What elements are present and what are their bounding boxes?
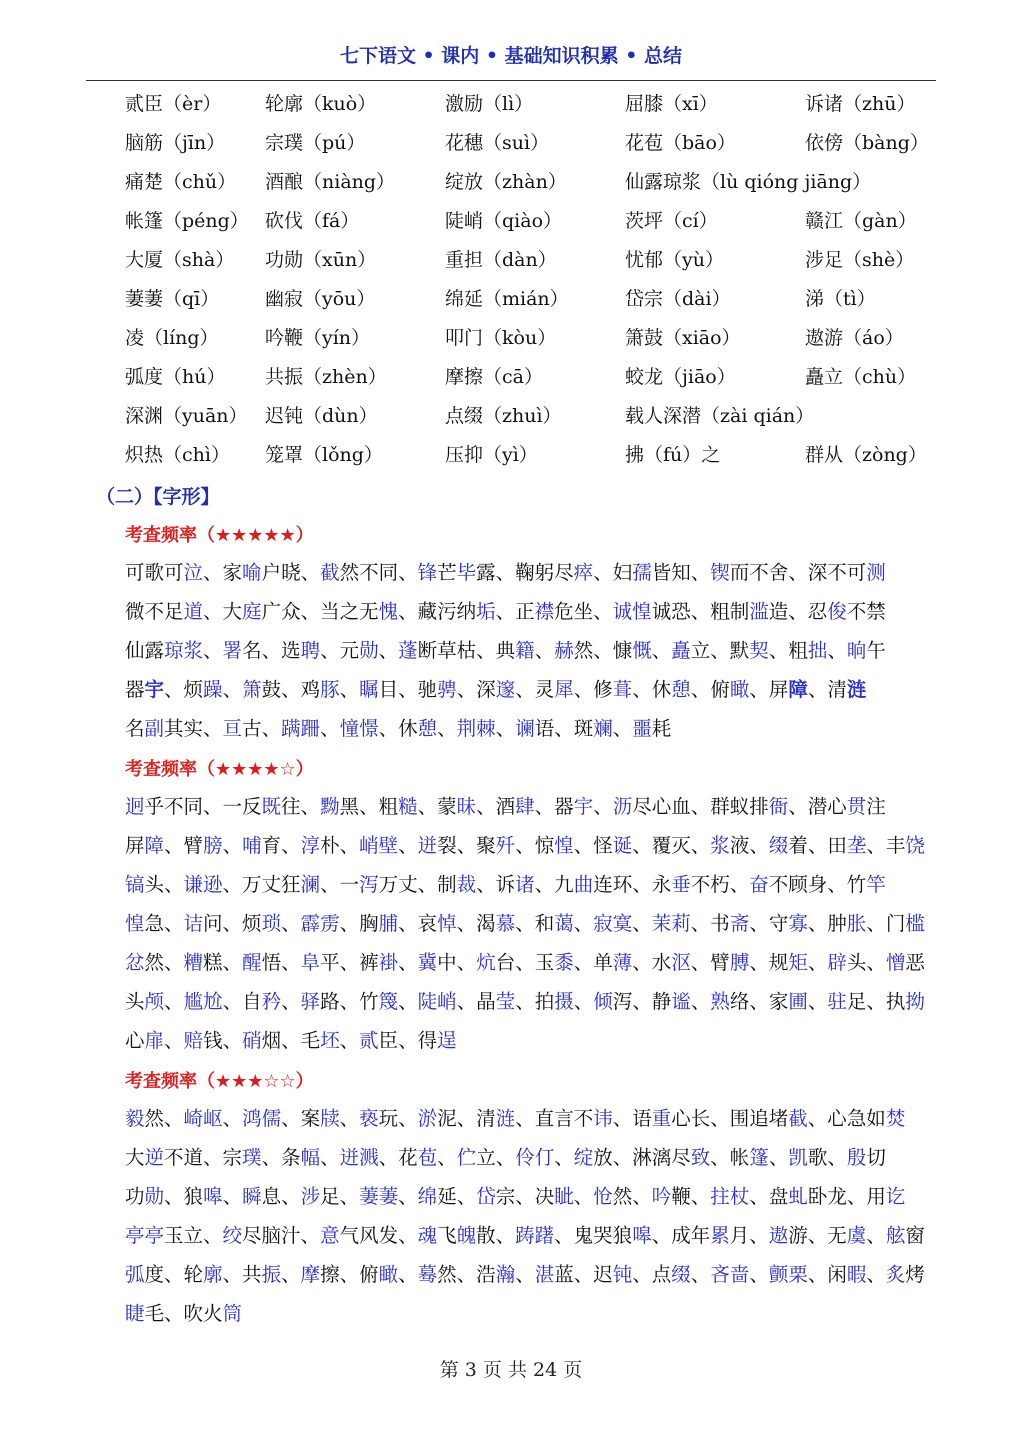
highlighted-char: 孺: [632, 561, 652, 584]
pinyin-entry: 深渊（yuān）: [125, 405, 248, 427]
highlighted-char: 篾: [378, 990, 399, 1013]
pinyin-entry: 痛楚（chǔ）: [125, 171, 237, 193]
highlighted-char: 襟: [534, 600, 555, 623]
highlighted-char: 怆: [593, 1185, 613, 1208]
highlighted-char: 奋: [749, 873, 769, 896]
pinyin-entry: 萋萋（qī）: [125, 288, 220, 310]
highlighted-char: 矜: [261, 990, 282, 1013]
pinyin-row: [125, 124, 945, 163]
highlighted-char: 涟: [495, 1107, 516, 1130]
highlighted-char: 廓: [203, 1263, 223, 1286]
highlighted-char: 黝: [320, 795, 340, 818]
pinyin-entry: 叩门（kòu）: [445, 327, 557, 349]
page-title: 七下语文 • 课内 • 基础知识积累 • 总结: [339, 45, 683, 67]
highlighted-char: 憧憬: [339, 717, 379, 740]
highlighted-char: 赔: [183, 1029, 204, 1052]
highlighted-char: 魂: [417, 1224, 438, 1247]
highlighted-char: 吟: [651, 1185, 672, 1208]
highlighted-char: 亘: [222, 717, 243, 740]
highlighted-char: 毅: [125, 1107, 145, 1130]
word-group-3-stars: [125, 1099, 955, 1333]
highlighted-char: 寡: [788, 912, 808, 935]
highlighted-char: 亭亭: [125, 1224, 165, 1247]
highlighted-char: 鸿儒: [242, 1107, 282, 1130]
pinyin-entry: 绽放（zhàn）: [445, 171, 567, 193]
pinyin-entry: 依傍（bàng）: [805, 132, 929, 154]
highlighted-char: 吝啬: [710, 1263, 750, 1286]
word-line: 心扉、赔钱、硝烟、毛坯、贰臣、得逞: [125, 1029, 457, 1052]
highlighted-char: 圃: [788, 990, 808, 1013]
highlighted-char: 缀: [671, 1263, 691, 1286]
pinyin-entry: 茨坪（cí）: [625, 210, 718, 232]
pinyin-entry: 矗立（chù）: [805, 366, 917, 388]
highlighted-char: 熟: [710, 990, 730, 1013]
highlighted-char: 陡峭: [417, 990, 457, 1013]
highlighted-char: 宇: [144, 678, 165, 701]
highlighted-char: 悼: [437, 912, 457, 935]
highlighted-char: 喻: [242, 561, 262, 584]
pinyin-entry: 迟钝（dùn）: [265, 405, 378, 427]
highlighted-char: 瞬: [242, 1185, 262, 1208]
highlighted-char: 瞰: [378, 1263, 399, 1286]
pinyin-entry: 涉足（shè）: [805, 249, 915, 271]
highlighted-char: 障: [788, 678, 808, 701]
highlighted-char: 炙: [885, 1263, 906, 1286]
highlighted-char: 振: [261, 1263, 282, 1286]
pinyin-entry: 忧郁（yù）: [625, 249, 724, 271]
highlighted-char: 泻: [359, 873, 379, 896]
pinyin-entry: 蛟龙（jiāo）: [625, 366, 736, 388]
pinyin-entry: 凌（líng）: [125, 327, 219, 349]
highlighted-char: 扉: [144, 1029, 165, 1052]
highlighted-char: 箫: [242, 678, 262, 701]
highlighted-char: 踌躇: [515, 1224, 555, 1247]
freq-label-5-stars: 考查频率（★★★★★）: [125, 525, 314, 546]
pinyin-entry: 炽热（chì）: [125, 444, 230, 466]
pinyin-entry: 绵延（mián）: [445, 288, 569, 310]
highlighted-char: 硝: [242, 1029, 262, 1052]
highlighted-char: 颅: [144, 990, 165, 1013]
pinyin-entry: 功勋（xūn）: [265, 249, 377, 271]
highlighted-char: 糙: [398, 795, 418, 818]
pinyin-entry: 共振（zhèn）: [265, 366, 387, 388]
highlighted-char: 涟: [846, 678, 867, 701]
highlighted-char: 涉: [300, 1185, 321, 1208]
highlighted-char: 愧: [378, 600, 399, 623]
highlighted-char: 尴尬: [183, 990, 223, 1013]
pinyin-entry: 贰臣（èr）: [125, 93, 222, 115]
pinyin-entry: 点缀（zhuì）: [445, 405, 562, 427]
word-line: 头颅、尴尬、自矜、驿路、竹篾、陡峭、晶莹、拍摄、倾泻、静谧、熟络、家圃、驻足、执拗: [125, 990, 925, 1013]
highlighted-char: 崎岖: [183, 1107, 223, 1130]
highlighted-char: 葺: [612, 678, 633, 701]
highlighted-char: 聘: [300, 639, 321, 662]
highlighted-char: 黍: [554, 951, 574, 974]
highlighted-char: 矗: [671, 639, 691, 662]
highlighted-char: 暇: [846, 1263, 867, 1286]
highlighted-char: 憎: [885, 951, 906, 974]
highlighted-char: 驿: [300, 990, 321, 1013]
highlighted-char: 伶仃: [515, 1146, 555, 1169]
pinyin-entry: 弧度（hú）: [125, 366, 226, 388]
highlighted-char: 宇: [573, 795, 594, 818]
highlighted-char: 衙: [768, 795, 789, 818]
highlighted-char: 逞: [437, 1029, 457, 1052]
highlighted-char: 垂: [671, 873, 691, 896]
highlighted-char: 胀: [846, 912, 867, 935]
pinyin-entry: 拂（fú）之: [625, 444, 721, 466]
highlighted-char: 蓦: [417, 1263, 438, 1286]
pinyin-entry: 激励（lì）: [445, 93, 534, 115]
highlighted-char: 曲: [573, 873, 594, 896]
highlighted-char: 冀: [417, 951, 438, 974]
pinyin-row: [125, 163, 945, 202]
highlighted-char: 伫: [456, 1146, 477, 1169]
highlighted-char: 浆: [710, 834, 730, 857]
word-line: 忿然、糟糕、醒悟、阜平、裤褂、冀中、炕台、玉黍、单薄、水沤、臂膊、规矩、辟头、憎恶: [125, 951, 925, 974]
highlighted-char: 迸溅: [339, 1146, 379, 1169]
highlighted-char: 幅: [300, 1146, 321, 1169]
highlighted-char: 舷: [885, 1224, 906, 1247]
highlighted-char: 驻: [827, 990, 847, 1013]
highlighted-char: 脯: [378, 912, 399, 935]
highlighted-char: 惶: [125, 912, 145, 935]
pinyin-entry: 脑筋（jīn）: [125, 132, 226, 154]
pinyin-entry: 摩擦（cā）: [445, 366, 543, 388]
highlighted-char: 勋: [359, 639, 379, 662]
highlighted-char: 致: [690, 1146, 711, 1169]
word-line: 器宇、烦躁、箫鼓、鸡豚、瞩目、驰骋、深邃、灵犀、修葺、休憩、俯瞰、屏障、清涟: [125, 678, 867, 701]
page-footer: 第 3 页 共 24 页: [439, 1359, 583, 1381]
pinyin-row: [125, 397, 945, 436]
highlighted-char: 篷: [749, 1146, 769, 1169]
pinyin-entry: 箫鼓（xiāo）: [625, 327, 741, 349]
highlighted-char: 意: [320, 1224, 340, 1247]
highlighted-char: 薄: [612, 951, 633, 974]
highlighted-char: 蹒跚: [281, 717, 321, 740]
highlighted-char: 拄杖: [710, 1185, 750, 1208]
pinyin-entry: 幽寂（yōu）: [265, 288, 376, 310]
highlighted-char: 憩: [671, 678, 691, 701]
freq-label-4-stars: 考查频率（★★★★☆）: [125, 759, 314, 780]
highlighted-char: 绵: [417, 1185, 438, 1208]
highlighted-char: 槛: [905, 912, 925, 935]
word-line: 可歌可泣、家喻户晓、截然不同、锋芒毕露、鞠躬尽瘁、妇孺皆知、锲而不舍、深不可测: [125, 561, 886, 584]
highlighted-char: 摩: [300, 1263, 321, 1286]
pinyin-entry: 大厦（shà）: [125, 249, 235, 271]
highlighted-char: 瞩: [359, 678, 379, 701]
highlighted-char: 哺: [242, 834, 262, 857]
highlighted-char: 泣: [183, 561, 204, 584]
word-line: 微不足道、大庭广众、当之无愧、藏污纳垢、正襟危坐、诚惶诚恐、粗制滥造、忍俊不禁: [125, 600, 886, 623]
highlighted-char: 遨: [768, 1224, 789, 1247]
word-line: 屏障、臂膀、哺育、淳朴、峭壁、迸裂、聚歼、惊惶、怪诞、覆灭、浆液、缀着、田垄、丰饶: [125, 834, 925, 857]
highlighted-char: 既: [261, 795, 282, 818]
pinyin-entry: 陡峭（qiào）: [445, 210, 563, 232]
highlighted-char: 虞: [846, 1224, 867, 1247]
highlighted-char: 慕: [495, 912, 516, 935]
pinyin-entry: 压抑（yì）: [445, 444, 538, 466]
highlighted-char: 署: [222, 639, 243, 662]
highlighted-char: 蔼: [554, 912, 574, 935]
highlighted-char: 岱: [476, 1185, 496, 1208]
highlighted-char: 辟: [827, 951, 847, 974]
highlighted-char: 锋: [417, 561, 438, 584]
word-group-4-stars: [125, 787, 955, 1060]
highlighted-char: 糟: [183, 951, 204, 974]
pinyin-entry: 花穗（suì）: [445, 132, 550, 154]
pinyin-row: [125, 202, 945, 241]
highlighted-char: 虬: [788, 1185, 808, 1208]
highlighted-char: 犀: [554, 678, 574, 701]
highlighted-char: 峭壁: [359, 834, 399, 857]
pinyin-row: [125, 358, 945, 397]
highlighted-char: 魄: [456, 1224, 477, 1247]
highlighted-char: 锲: [710, 561, 730, 584]
highlighted-char: 贯: [846, 795, 867, 818]
highlighted-char: 谦逊: [183, 873, 223, 896]
section-title: （二）【字形】: [96, 486, 220, 508]
highlighted-char: 琼浆: [164, 639, 204, 662]
highlighted-char: 骋: [437, 678, 457, 701]
highlighted-char: 瞰: [729, 678, 750, 701]
highlighted-char: 道: [183, 600, 204, 623]
highlighted-char: 镐: [125, 873, 145, 896]
highlighted-char: 诞: [612, 834, 633, 857]
highlighted-char: 褂: [378, 951, 399, 974]
highlighted-char: 炕: [476, 951, 496, 974]
highlighted-char: 逆: [144, 1146, 165, 1169]
freq-label-3-stars: 考查频率（★★★☆☆）: [125, 1071, 314, 1092]
highlighted-char: 勋: [144, 1185, 165, 1208]
highlighted-char: 淳: [300, 834, 321, 857]
highlighted-char: 矩: [788, 951, 808, 974]
highlighted-char: 肆: [515, 795, 535, 818]
highlighted-char: 醒: [242, 951, 262, 974]
highlighted-char: 殷: [846, 1146, 867, 1169]
highlighted-char: 诸: [515, 873, 535, 896]
highlighted-char: 赫: [554, 639, 574, 662]
pinyin-entry: 涕（tì）: [805, 288, 876, 310]
pinyin-entry: 仙露琼浆（lù qióng jiāng）: [625, 171, 872, 193]
highlighted-char: 霹雳: [300, 912, 340, 935]
highlighted-char: 豚: [320, 678, 340, 701]
highlighted-char: 庭: [242, 600, 262, 623]
pinyin-entry: 笼罩（lǒng）: [265, 444, 383, 466]
word-group-5-stars: [125, 553, 955, 748]
highlighted-char: 裁: [456, 873, 477, 896]
highlighted-char: 迸: [417, 834, 438, 857]
highlighted-char: 讫: [885, 1185, 906, 1208]
pinyin-row: [125, 280, 945, 319]
word-line: 镐头、谦逊、万丈狂澜、一泻万丈、制裁、诉诸、九曲连环、永垂不朽、奋不顾身、竹竿: [125, 873, 886, 896]
highlighted-char: 湛: [534, 1263, 555, 1286]
highlighted-char: 嗥: [632, 1224, 652, 1247]
highlighted-char: 亵: [359, 1107, 379, 1130]
highlighted-char: 竿: [866, 873, 886, 896]
word-line: 亭亭玉立、绞尽脑汁、意气风发、魂飞魄散、踌躇、鬼哭狼嗥、成年累月、遨游、无虞、舷窗: [125, 1224, 925, 1247]
highlighted-char: 瀚: [495, 1263, 516, 1286]
pinyin-entry: 诉诸（zhū）: [805, 93, 916, 115]
highlighted-char: 琐: [261, 912, 282, 935]
pinyin-entry: 赣江（gàn）: [805, 210, 917, 232]
pinyin-entry: 轮廓（kuò）: [265, 93, 377, 115]
highlighted-char: 契: [749, 639, 769, 662]
highlighted-char: 歼: [495, 834, 516, 857]
highlighted-char: 茉莉: [651, 912, 691, 935]
highlighted-char: 弧: [125, 1263, 145, 1286]
highlighted-char: 淤: [417, 1107, 438, 1130]
pinyin-entry: 帐篷（péng）: [125, 210, 249, 232]
highlighted-char: 澜: [300, 873, 321, 896]
highlighted-char: 颤栗: [768, 1263, 808, 1286]
highlighted-char: 蓬: [398, 639, 418, 662]
highlighted-char: 拗: [905, 990, 925, 1013]
highlighted-char: 慨: [632, 639, 652, 662]
pinyin-entry: 酒酿（niàng）: [265, 171, 396, 193]
highlighted-char: 嗥: [203, 1185, 223, 1208]
highlighted-char: 沤: [671, 951, 691, 974]
pinyin-entry: 宗璞（pú）: [265, 132, 366, 154]
highlighted-char: 憩: [417, 717, 438, 740]
highlighted-char: 寂寞: [593, 912, 633, 935]
highlighted-char: 斋: [729, 912, 750, 935]
highlighted-char: 累: [710, 1224, 730, 1247]
highlighted-char: 测: [866, 561, 886, 584]
highlighted-char: 膊: [729, 951, 750, 974]
highlighted-char: 谰: [515, 717, 535, 740]
highlighted-char: 谧: [671, 990, 691, 1013]
pinyin-entry: 遨游（áo）: [805, 327, 904, 349]
highlighted-char: 噩: [632, 717, 652, 740]
highlighted-char: 邃: [495, 678, 516, 701]
highlighted-char: 诚惶: [612, 600, 652, 623]
highlighted-char: 拙: [807, 639, 828, 662]
highlighted-char: 俊: [827, 600, 847, 623]
highlighted-char: 荆棘: [456, 717, 496, 740]
highlighted-char: 苞: [417, 1146, 438, 1169]
word-line: 惶急、诘问、烦琐、霹雳、胸脯、哀悼、渴慕、和蔼、寂寞、茉莉、书斋、守寡、肿胀、门槛: [125, 912, 925, 935]
highlighted-char: 牍: [320, 1107, 340, 1130]
pinyin-table: [125, 85, 945, 475]
page-header: [86, 42, 936, 81]
highlighted-char: 滥: [749, 600, 769, 623]
highlighted-char: 睫: [125, 1302, 145, 1325]
highlighted-char: 垄: [846, 834, 867, 857]
pinyin-row: [125, 319, 945, 358]
pinyin-row: [125, 85, 945, 124]
highlighted-char: 迥: [125, 795, 145, 818]
highlighted-char: 眦: [554, 1185, 574, 1208]
highlighted-char: 惶: [554, 834, 574, 857]
pinyin-entry: 岱宗（dài）: [625, 288, 731, 310]
highlighted-char: 焚: [885, 1107, 906, 1130]
highlighted-char: 饶: [905, 834, 925, 857]
highlighted-char: 躁: [203, 678, 223, 701]
pinyin-entry: 花苞（bāo）: [625, 132, 736, 154]
highlighted-char: 晌: [846, 639, 867, 662]
highlighted-char: 筒: [222, 1302, 243, 1325]
word-line: 仙露琼浆、署名、选聘、元勋、蓬断草枯、典籍、赫然、慷慨、矗立、默契、粗拙、晌午: [125, 639, 886, 662]
highlighted-char: 昧: [456, 795, 477, 818]
highlighted-char: 副: [144, 717, 165, 740]
word-line: 名副其实、亘古、蹒跚、憧憬、休憩、荆棘、谰语、斑斓、噩耗: [125, 717, 672, 740]
highlighted-char: 绞: [222, 1224, 243, 1247]
highlighted-char: 籍: [515, 639, 535, 662]
highlighted-char: 垢: [476, 600, 496, 623]
highlighted-char: 萋萋: [359, 1185, 399, 1208]
pinyin-entry: 重担（dàn）: [445, 249, 557, 271]
highlighted-char: 倾: [593, 990, 613, 1013]
word-line: 毅然、崎岖、鸿儒、案牍、亵玩、淤泥、清涟、直言不讳、语重心长、围追堵截、心急如焚: [125, 1107, 906, 1130]
highlighted-char: 截: [788, 1107, 808, 1130]
pinyin-entry: 吟鞭（yín）: [265, 327, 371, 349]
highlighted-char: 莹: [495, 990, 516, 1013]
highlighted-char: 忿: [125, 951, 145, 974]
highlighted-char: 沥: [612, 795, 633, 818]
word-line: 功勋、狼嗥、瞬息、涉足、萋萋、绵延、岱宗、决眦、怆然、吟鞭、拄杖、盘虬卧龙、用讫: [125, 1185, 906, 1208]
highlighted-char: 斓: [593, 717, 613, 740]
highlighted-char: 钝: [612, 1263, 633, 1286]
pinyin-entry: 载人深潜（zài qián）: [625, 405, 815, 427]
highlighted-char: 讳: [593, 1107, 613, 1130]
pinyin-entry: 砍伐（fá）: [265, 210, 360, 232]
pinyin-row: [125, 241, 945, 280]
pinyin-entry: 群从（zòng）: [805, 444, 927, 466]
highlighted-char: 凯: [788, 1146, 808, 1169]
word-line: 睫毛、吹火筒: [125, 1302, 243, 1325]
word-line: 大逆不道、宗璞、条幅、迸溅、花苞、伫立、伶仃、绽放、淋漓尽致、帐篷、凯歌、殷切: [125, 1146, 886, 1169]
highlighted-char: 重: [651, 1107, 672, 1130]
highlighted-char: 坯: [320, 1029, 340, 1052]
highlighted-char: 缀: [768, 834, 789, 857]
highlighted-char: 截: [320, 561, 340, 584]
highlighted-char: 绽: [573, 1146, 594, 1169]
highlighted-char: 贰: [359, 1029, 379, 1052]
word-line: 迥乎不同、一反既往、黝黑、粗糙、蒙昧、酒肆、器宇、沥尽心血、群蚁排衙、潜心贯注: [125, 795, 886, 818]
highlighted-char: 瘁: [573, 561, 594, 584]
highlighted-char: 摄: [554, 990, 574, 1013]
highlighted-char: 璞: [242, 1146, 262, 1169]
word-line: 弧度、轮廓、共振、摩擦、俯瞰、蓦然、浩瀚、湛蓝、迟钝、点缀、吝啬、颤栗、闲暇、炙烤: [125, 1263, 925, 1286]
highlighted-char: 膀: [203, 834, 223, 857]
highlighted-char: 毕: [456, 561, 477, 584]
pinyin-row: [125, 436, 945, 475]
highlighted-char: 障: [144, 834, 165, 857]
highlighted-char: 诘: [183, 912, 204, 935]
highlighted-char: 阜: [300, 951, 321, 974]
pinyin-entry: 屈膝（xī）: [625, 93, 718, 115]
